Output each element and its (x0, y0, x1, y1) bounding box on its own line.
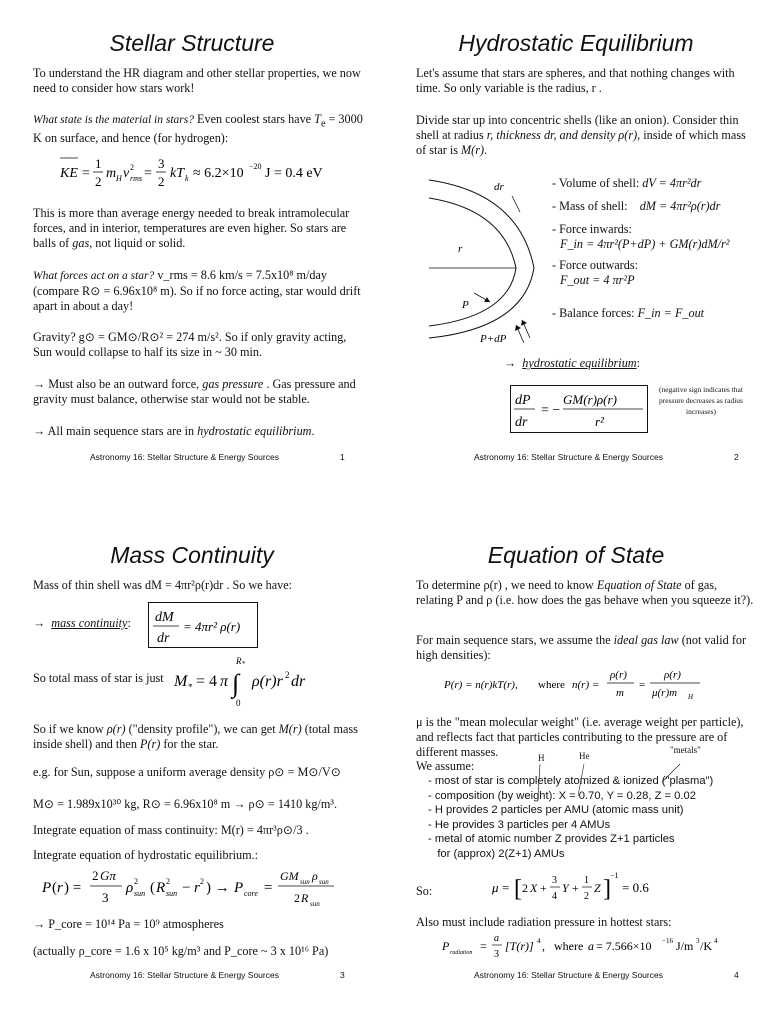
label-p-plus-dp: P+dP (480, 333, 507, 345)
assumption-item: - most of star is completely atomized & ionized ("plasma") (428, 775, 714, 787)
svg-text:r: r (57, 880, 63, 896)
te-sub: e (320, 118, 326, 130)
svg-text:2: 2 (158, 174, 165, 189)
text: . Gas pressure and gravity must balance, otherwise star would not be stable. (33, 377, 356, 406)
svg-text:1: 1 (584, 875, 589, 886)
mc-equation (149, 603, 257, 647)
svg-text:/K: /K (700, 939, 712, 953)
pressure-equation (40, 864, 370, 910)
text: Even coolest stars have (194, 112, 315, 126)
volume-eq: dV = 4πr²dr (642, 176, 702, 190)
svg-text:kT: kT (170, 166, 184, 181)
intro-text: Let's assume that stars are spheres, and that nothing changes with time. So only variable is the radius, r . (416, 66, 735, 95)
assumption-item: for (approx) 2(Z+1) AMUs (428, 847, 565, 860)
eq-num: dP (515, 393, 531, 408)
actual-core-values: (actually ρ_core = 1.6 x 10⁵ kg/m³ and P_core ~ 3 x 10¹⁶ Pa) (33, 944, 329, 958)
svg-text:+: + (540, 881, 547, 895)
ideal-gas-paragraph (416, 633, 756, 663)
pcore-estimate: → P_core = 10¹⁴ Pa = 10⁹ atmospheres (33, 917, 224, 931)
svg-text:=: = (144, 166, 152, 181)
assumptions-list (428, 774, 758, 861)
text: = 3000 K on surface, and hence (for hydrogen): (33, 112, 363, 146)
svg-text:radiation: radiation (450, 950, 473, 956)
svg-text:J = 0.4 eV: J = 0.4 eV (265, 166, 323, 181)
svg-text:−20: −20 (249, 162, 262, 171)
svg-text:2: 2 (95, 174, 102, 189)
text: of gas, relating P and ρ (i.e. how does the gas behave when you squeeze it?). (416, 578, 754, 607)
svg-text:r: r (194, 880, 200, 896)
force-out-eq: F_out = 4 πr²P (560, 273, 635, 287)
svg-text:= −: = − (541, 403, 561, 418)
divide-paragraph (416, 113, 756, 158)
svg-text:3: 3 (494, 949, 499, 960)
footer-course: Astronomy 16: Stellar Structure & Energy Sources (90, 452, 279, 462)
svg-text:1: 1 (95, 156, 102, 171)
slide-stellar-structure (0, 0, 384, 512)
svg-text:ρ: ρ (126, 880, 134, 896)
svg-text:X: X (530, 881, 538, 895)
svg-text:4: 4 (537, 937, 541, 945)
eq-den: dr (157, 631, 170, 646)
mass-var: M(r) (278, 722, 302, 736)
svg-text:π: π (220, 673, 229, 690)
balance-eq: F_in = F_out (637, 306, 705, 320)
svg-text:ρ(r)r: ρ(r)r (252, 673, 283, 690)
svg-text:−: − (182, 880, 191, 896)
svg-text:3: 3 (102, 890, 109, 905)
label-r: r (458, 243, 463, 255)
svg-text:*: * (188, 682, 193, 692)
label: - Volume of shell: (552, 176, 643, 190)
intro-text: To understand the HR diagram and other stellar properties, we now need to consider how stars work! (33, 66, 361, 95)
arrow: → (33, 616, 46, 630)
svg-text:=: = (502, 880, 510, 895)
svg-text:[T(r)]: [T(r)] (505, 939, 534, 953)
eq-den: dr (515, 415, 528, 430)
mc-heading (33, 616, 153, 631)
svg-text:2: 2 (166, 877, 170, 886)
footer-course: Astronomy 16: Stellar Structure & Energy Sources (474, 970, 663, 980)
text: , inside of which mass of star is (416, 128, 746, 157)
svg-text:*: * (242, 660, 246, 668)
svg-text:m: m (106, 166, 117, 181)
svg-text:GM: GM (280, 869, 299, 883)
svg-text:) →: ) → (206, 880, 230, 896)
label: - Force inwards: (552, 222, 632, 236)
so-label: So: (416, 884, 433, 898)
mass-eq: dM = 4πr²ρ(r)dr (639, 199, 721, 213)
mass-of-shell (552, 199, 764, 214)
page-number: 4 (734, 970, 739, 980)
arrow: → (504, 356, 517, 370)
eq-num: dM (155, 610, 174, 625)
svg-text:3: 3 (158, 156, 165, 171)
mu-equation (490, 868, 660, 908)
text: This is more than average energy needed to break intramolecular forces, and in interior, temperatures are even higher. So stars are balls of (33, 206, 350, 250)
svg-text:2: 2 (134, 877, 138, 886)
svg-text:) =: ) = (64, 880, 82, 896)
gravity-paragraph: Gravity? g⊙ = GM⊙/R⊙² = 274 m/s². So if only gravity acting, Sun would collapse to half its size in ~ 30 min. (33, 330, 347, 359)
svg-text:H: H (116, 174, 122, 183)
svg-text:P: P (442, 939, 450, 953)
state-question (33, 112, 363, 146)
colon: : (127, 616, 131, 630)
te-symbol: T (314, 112, 321, 126)
pressure-var: P(r) (139, 737, 161, 751)
text: Divide star up into concentric shells (like an onion). Consider thin shell at radius (416, 113, 739, 142)
svg-text:where: where (538, 679, 565, 691)
page-number: 2 (734, 452, 739, 462)
svg-text:v: v (123, 166, 130, 181)
svg-text:=: = (480, 939, 487, 953)
slide-title: Equation of State (487, 542, 665, 568)
svg-text:ρ(r): ρ(r) (664, 669, 681, 681)
gas-pressure-term: gas pressure (202, 377, 264, 391)
svg-text:where: where (554, 939, 584, 953)
text: For main sequence stars, we assume the (416, 633, 614, 647)
eq-rhs-num: GM(r)ρ(r) (563, 392, 617, 407)
he-equation-box (510, 385, 648, 433)
svg-text:−16: −16 (662, 937, 673, 945)
outward-force-paragraph (33, 377, 363, 407)
text: ("density profile"), we can get (125, 722, 279, 736)
eq-rhs-den: r² (595, 414, 604, 429)
question-state: What state is the material in stars? (33, 114, 194, 126)
svg-text:core: core (244, 889, 258, 898)
label: - Balance forces: (552, 306, 638, 320)
svg-text:R: R (301, 891, 309, 905)
hydrostatic-term: hydrostatic equilibrium (197, 424, 312, 438)
footer-course: Astronomy 16: Stellar Structure & Energy Sources (474, 452, 663, 462)
svg-text:sun: sun (134, 889, 146, 898)
forces-question (33, 268, 363, 314)
svg-text:2: 2 (522, 881, 528, 895)
svg-text:sun: sun (166, 889, 178, 898)
eos-term: Equation of State (596, 578, 682, 592)
svg-text:R: R (236, 656, 242, 666)
text: . (484, 143, 488, 157)
slide-title: Stellar Structure (109, 30, 275, 56)
label-he: He (579, 751, 590, 761)
balance-forces (552, 306, 764, 321)
svg-text:Z: Z (594, 881, 601, 895)
slide-title: Mass Continuity (110, 542, 274, 568)
svg-text:μ(r)m: μ(r)m (652, 687, 678, 699)
slide-title: Hydrostatic Equilibrium (458, 30, 694, 56)
svg-text:a: a (588, 939, 594, 953)
svg-text:=: = (82, 166, 90, 181)
force-inwards (552, 222, 764, 252)
question-forces: What forces act on a star? (33, 270, 155, 282)
label-metals: "metals" (670, 745, 701, 755)
svg-text:= 0.6: = 0.6 (622, 880, 649, 895)
svg-text:= 4: = 4 (196, 673, 218, 690)
svg-text:]: ] (603, 876, 611, 902)
footer-course: Astronomy 16: Stellar Structure & Energy Sources (90, 970, 279, 980)
ideal-gas-term: ideal gas law (613, 633, 679, 647)
text: So if we know (33, 722, 107, 736)
mc-label: mass continuity (51, 616, 128, 630)
slide-hydrostatic-equilibrium (384, 0, 768, 512)
text: , not liquid or solid. (89, 236, 186, 250)
shell-diagram (424, 168, 554, 348)
determine-paragraph (416, 578, 756, 608)
density-profile-paragraph (33, 722, 363, 752)
svg-text:= 7.566×10: = 7.566×10 (596, 939, 652, 953)
mean-molecular-weight: μ is the "mean molecular weight" (i.e. average weight per particle), and reflects fact that particles contributing to the pressure are of different masses. (416, 715, 744, 759)
ideal-gas-equation (442, 664, 762, 704)
mass-var: M(r) (461, 143, 485, 157)
kinetic-energy-equation (58, 150, 358, 194)
he-equation (511, 386, 647, 432)
slide-equation-of-state (384, 512, 768, 1024)
eq-rhs: = 4πr² ρ(r) (183, 619, 241, 634)
integrate-mass-continuity: Integrate equation of mass continuity: M(r) = 4πr³ρ⊙/3 . (33, 823, 309, 837)
gas-word: gas (72, 236, 90, 250)
page-number: 3 (340, 970, 345, 980)
svg-text:a: a (494, 933, 499, 944)
assumption-item: - composition (by weight): X = 0.70, Y = 0.28, Z = 0.02 (428, 789, 696, 802)
svg-text:4: 4 (714, 937, 718, 945)
svg-text:[: [ (514, 876, 522, 902)
svg-text:R: R (156, 880, 166, 896)
label: - Mass of shell: (552, 199, 628, 213)
svg-text:2: 2 (92, 868, 99, 883)
assumption-item: - metal of atomic number Z provides Z+1 particles (428, 833, 675, 845)
assumption-item: - H provides 2 particles per AMU (atomic mass unit) (428, 804, 684, 816)
sun-values: M⊙ = 1.989x10³⁰ kg, R⊙ = 6.96x10⁸ m → ρ⊙ = 1410 kg/m³. (33, 797, 337, 811)
svg-text:KE: KE (60, 166, 78, 181)
total-mass-label: So total mass of star is just (33, 671, 164, 685)
svg-text:,: , (542, 939, 545, 953)
he-heading (504, 356, 724, 371)
svg-text:P(r) = n(r)kT(r),: P(r) = n(r)kT(r), (444, 679, 518, 691)
svg-text:P: P (42, 880, 52, 896)
radiation-equation (440, 928, 760, 964)
svg-text:2: 2 (584, 891, 589, 902)
integrate-hydrostatic: Integrate equation of hydrostatic equilibrium.: (33, 848, 259, 862)
text: (total mass inside shell) and then (33, 722, 358, 751)
slide-mass-continuity (0, 512, 384, 1024)
svg-text:(: ( (52, 880, 57, 896)
svg-text:4: 4 (552, 891, 557, 902)
svg-text:(: ( (150, 880, 155, 896)
svg-text:P: P (234, 880, 244, 896)
svg-text:J/m: J/m (676, 939, 694, 953)
rho-var: ρ(r) (106, 722, 126, 736)
thin-shell-mass: Mass of thin shell was dM = 4πr²ρ(r)dr . So we have: (33, 578, 293, 592)
svg-text:m: m (616, 687, 624, 699)
svg-text:∫: ∫ (232, 669, 240, 698)
svg-text:Gπ: Gπ (100, 868, 116, 883)
svg-text:μ: μ (492, 880, 499, 895)
negative-sign-note: (negative sign indicates that pressure decreases as radius increases) (659, 385, 743, 416)
svg-text:=: = (639, 679, 646, 691)
svg-text:=: = (264, 880, 273, 896)
page-number: 1 (340, 452, 345, 462)
svg-text:sun: sun (300, 878, 310, 886)
text: To determine ρ(r) , we need to know (416, 578, 597, 592)
assumption-item: - He provides 3 particles per 4 AMUs (428, 818, 611, 831)
svg-text:+: + (572, 881, 579, 895)
he-label: hydrostatic equilibrium (522, 356, 637, 370)
text: (not valid for high densities): (416, 633, 747, 662)
force-in-eq: F_in = 4πr²(P+dP) + GM(r)dM/r² (560, 237, 730, 251)
svg-text:≈ 6.2×10: ≈ 6.2×10 (193, 166, 244, 181)
sun-density-example: e.g. for Sun, suppose a uniform average density ρ⊙ = M⊙/V⊙ (33, 765, 341, 779)
volume-of-shell (552, 176, 764, 191)
label-p: P (462, 299, 469, 311)
text: v_rms = 8.6 km/s = 7.5x10⁸ m/day (compare R⊙ = 6.96x10⁸ m). So if no force acting, star would drift apart in about a day! (33, 268, 361, 313)
svg-text:Y: Y (562, 881, 569, 895)
radiation-pressure-text: Also must include radiation pressure in hottest stars: (416, 915, 672, 929)
svg-text:−1: −1 (610, 871, 619, 880)
svg-text:2: 2 (200, 877, 204, 886)
main-sequence-paragraph (33, 424, 363, 439)
text: . (311, 424, 315, 438)
svg-text:3: 3 (696, 937, 700, 945)
colon: : (636, 356, 640, 370)
label-dr: dr (494, 181, 504, 193)
svg-text:dr: dr (291, 673, 306, 690)
svg-text:sun: sun (319, 878, 329, 886)
svg-text:sun: sun (310, 900, 320, 908)
svg-text:n(r) =: n(r) = (572, 679, 600, 691)
svg-text:2: 2 (294, 891, 300, 905)
svg-text:2: 2 (285, 670, 290, 680)
text: → Must also be an outward force, (33, 377, 203, 391)
svg-text:H: H (688, 693, 694, 701)
svg-text:k: k (185, 174, 189, 183)
text: → All main sequence stars are in (33, 424, 198, 438)
svg-text:ρ: ρ (312, 869, 318, 883)
svg-text:0: 0 (236, 698, 241, 708)
total-mass-equation (172, 656, 322, 708)
svg-text:2: 2 (130, 163, 134, 172)
svg-text:ρ(r): ρ(r) (610, 669, 627, 681)
svg-text:M: M (174, 673, 188, 690)
label: - Force outwards: (552, 258, 638, 272)
text: for the star. (160, 737, 219, 751)
mc-equation-box (148, 602, 258, 648)
label-h: H (538, 753, 545, 763)
gas-paragraph (33, 206, 363, 251)
shell-vars: r, thickness dr, and density ρ(r) (486, 128, 638, 142)
svg-text:3: 3 (552, 875, 557, 886)
we-assume-label: We assume: (416, 759, 475, 773)
svg-text:rms: rms (130, 174, 143, 183)
force-outwards (552, 258, 764, 288)
